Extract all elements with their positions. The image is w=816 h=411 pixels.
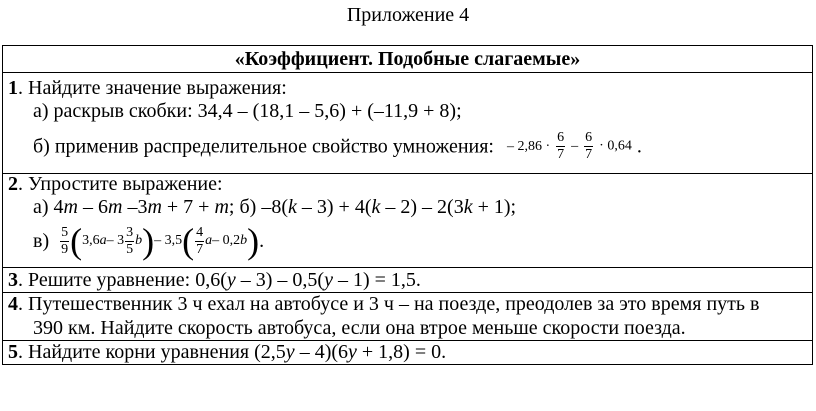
paren-close: ) [142,221,155,261]
fraction-denominator: 7 [196,241,204,257]
paren-close: ) [247,221,260,261]
task1-text: . Найдите значение выражения: [18,77,287,99]
task4-line2: 390 км. Найдите скорость автобуса, если она втрое меньше скорости поезда. [33,317,686,339]
task3-number: 3 [8,269,18,291]
task2-v-fraction-2 [125,225,134,258]
paren-open: ( [182,221,195,261]
fraction-numerator: 6 [557,130,565,145]
var-m: m [63,196,78,218]
var-m: m [147,196,162,218]
task1-heading [8,76,287,100]
fraction-denominator: 7 [585,147,593,162]
task3 [8,268,421,292]
task2-v-fraction-1 [60,225,69,258]
task4-text: . Путешественник 3 ч ехал на автобусе и 3 ч – на поезде, преодолев за это время путь в [18,293,760,315]
fraction-numerator: 4 [196,224,204,240]
fraction-numerator: 6 [585,130,593,145]
task2-v-fraction-3 [195,225,204,258]
fraction-denominator: 9 [61,241,69,257]
task3-text: – 1) = 1,5. [332,269,421,291]
var-a: a [99,233,107,248]
expr-part: 4 [53,196,64,218]
task1-a: а) раскрыв скобки: 34,4 – (18,1 – 5,6) + (–11,9 + 8); [33,100,462,122]
task1-b-dot: . [636,135,642,158]
task5-number: 5 [8,341,18,363]
fraction-numerator: 5 [61,224,69,240]
paren-open: ( [70,221,83,261]
expr-part: ; б) –8( [228,196,288,218]
expr-part: – 3 [106,233,125,248]
task2-number: 2 [8,173,18,195]
var-y: y [285,341,295,363]
task2-v-label: в) [33,230,50,252]
task4-number: 4 [8,293,18,315]
expr-part: + 7 + [161,196,215,218]
var-m: m [214,196,229,218]
var-y: y [324,269,333,291]
var-b: b [135,233,143,248]
task5-text: – 4)(6 [294,341,349,363]
expr-part: + 1); [472,196,517,218]
task3-text: . Решите уравнение: 0,6( [18,269,227,291]
task2-text: . Упростите выражение: [18,173,223,195]
task5-text: . Найдите корни уравнения (2,5 [18,341,286,363]
fraction-denominator: 7 [557,147,565,162]
task1-b-formula-end: · 0,64 [599,138,632,154]
expr-part: 3,6 [82,233,100,248]
task2-heading [8,172,223,196]
appendix-title: Приложение 4 [346,4,470,26]
var-k: k [463,196,473,218]
var-k: k [371,196,381,218]
var-a: a [205,233,213,248]
expr-part: – 0,2 [212,233,241,248]
task5 [8,340,446,364]
task1-b-fraction-1 [556,130,565,163]
expr-part: – 3) + 4( [296,196,372,218]
task2-v [33,218,264,264]
fraction-denominator: 5 [126,241,134,257]
var-y: y [348,341,357,363]
var-y: y [226,269,236,291]
task1-b-formula-start: – 2,86 · [506,138,551,154]
expr-part: – 6 [78,196,108,218]
expr-part: – 2) – 2(3 [380,196,464,218]
task1-b-fraction-2 [584,130,593,163]
fraction-numerator: 3 [126,224,134,240]
var-m: m [108,196,123,218]
task2-a-label: а) [33,196,49,218]
task2-a [33,195,516,219]
task5-text: + 1,8) = 0. [356,341,447,363]
var-b: b [240,233,248,248]
table-title: «Коэффициент. Подобные слагаемые» [3,46,812,73]
expr-part: –3 [122,196,148,218]
task1-b-text: б) применив распределительное свойство умножения: [33,135,494,158]
task4-line1 [8,292,759,316]
task-table [2,45,813,365]
var-k: k [287,196,297,218]
task1-number: 1 [8,77,18,99]
task1-b-minus: – [571,138,579,154]
expr-part: – 3,5 [154,233,183,248]
task3-text: – 3) – 0,5( [235,269,325,291]
expr-part: . [259,230,265,252]
task1-b [33,130,642,170]
